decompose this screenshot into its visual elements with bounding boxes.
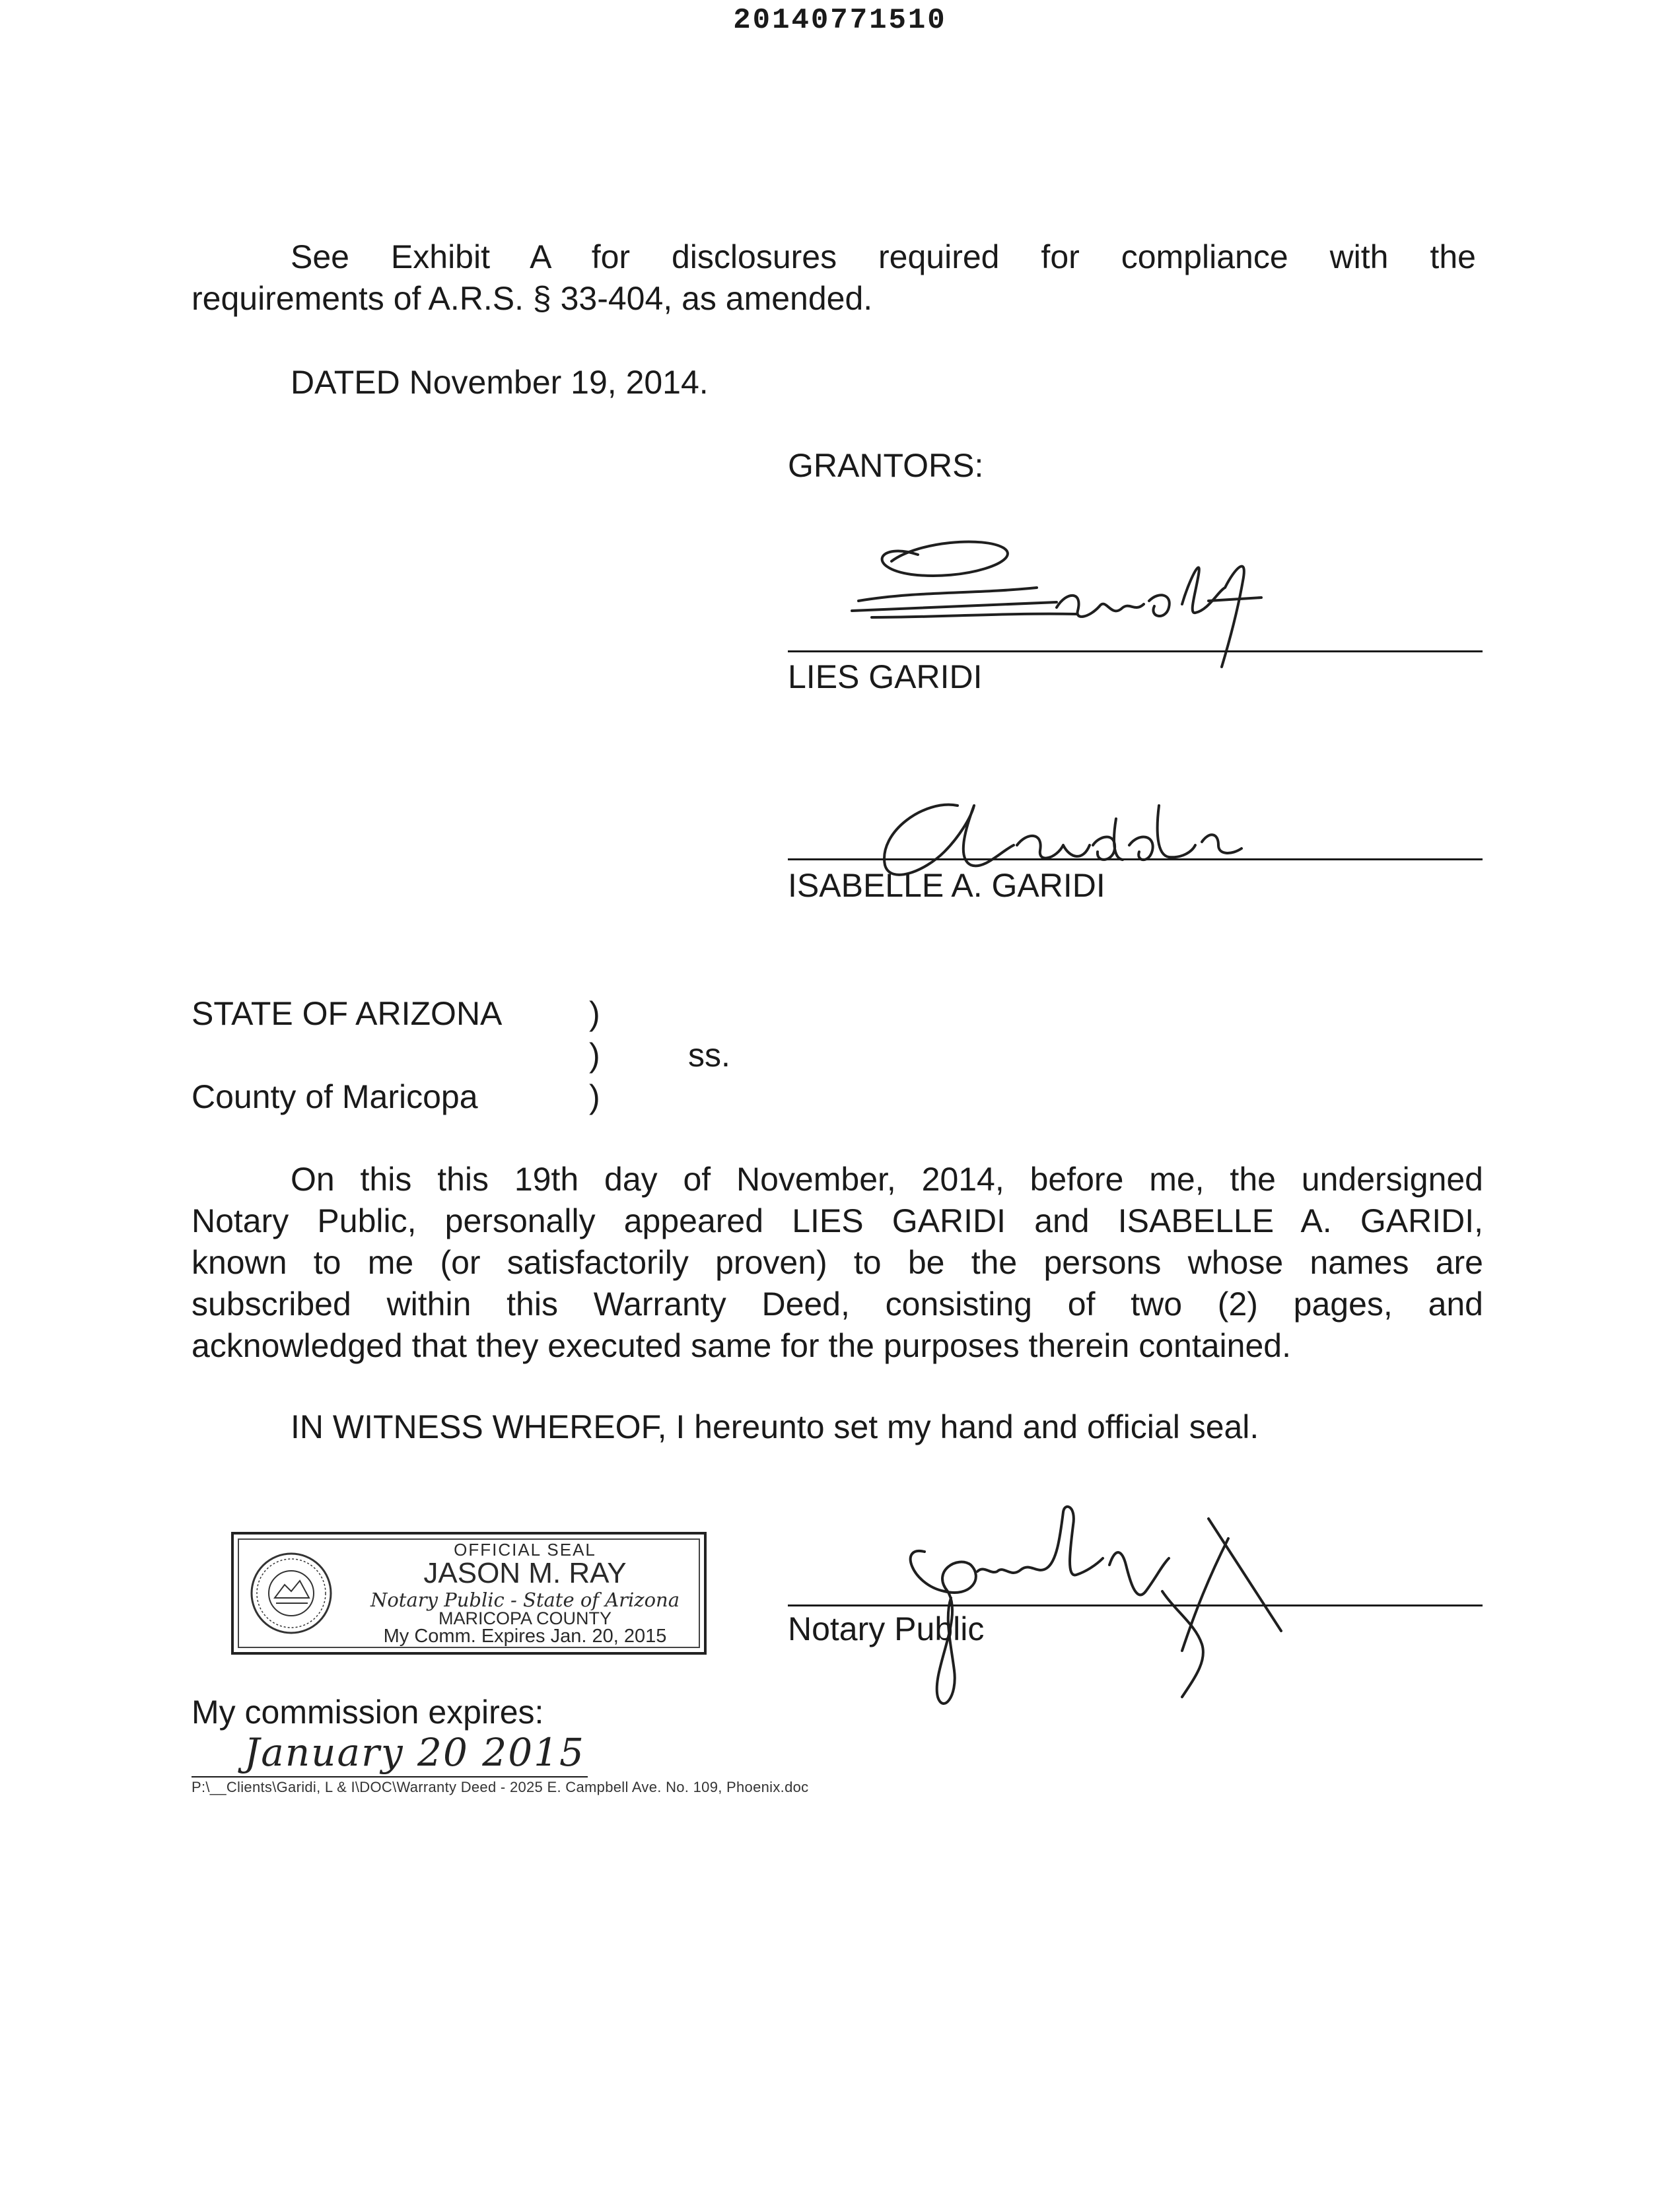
arizona-seal-icon: [248, 1550, 334, 1636]
commission-date-line: [192, 1776, 588, 1777]
commission-date-handwritten: January 20 2015: [244, 1730, 585, 1775]
seal-title: OFFICIAL SEAL: [454, 1540, 596, 1560]
exhibit-word: Exhibit: [390, 238, 490, 275]
recording-number: 20140771510: [733, 4, 947, 37]
seal-line-2: MARICOPA COUNTY: [438, 1608, 612, 1628]
grantor2-name: ISABELLE A. GARIDI: [788, 867, 1105, 904]
grantor1-name: LIES GARIDI: [788, 658, 983, 695]
commission-label: My commission expires:: [192, 1694, 544, 1731]
exhibit-word: the: [1430, 238, 1476, 275]
exhibit-word: for: [591, 238, 631, 275]
notary-label: Notary Public: [788, 1610, 985, 1647]
grantor2-signature-line: [788, 858, 1483, 860]
ack-line: Notary Public, personally appeared LIES GARIDI and ISABELLE A. GARIDI,: [192, 1202, 1483, 1239]
exhibit-paragraph: [192, 236, 1476, 320]
exhibit-word: required: [878, 238, 1000, 275]
notary-signature-line: [788, 1604, 1483, 1606]
ack-line: On this this 19th day of November, 2014, before me, the undersigned: [291, 1161, 1483, 1198]
ack-line: known to me (or satisfactorily proven) to be the persons whose names are: [192, 1244, 1483, 1281]
dated-line: DATED November 19, 2014.: [291, 364, 709, 401]
exhibit-line-1: [192, 236, 1476, 278]
venue-paren: ): [589, 1037, 600, 1074]
notary-signature: [885, 1499, 1294, 1717]
acknowledgment-paragraph: [192, 1159, 1483, 1367]
exhibit-word: compliance: [1121, 238, 1288, 275]
exhibit-word: with: [1329, 238, 1389, 275]
exhibit-word: disclosures: [671, 238, 837, 275]
venue-ss: ss.: [688, 1037, 730, 1074]
notary-seal-stamp: [231, 1532, 707, 1655]
venue-county: County of Maricopa: [192, 1078, 478, 1115]
seal-line-1: Notary Public - State of Arizona: [370, 1589, 680, 1611]
document-file-path: P:\__Clients\Garidi, L & I\DOC\Warranty Deed - 2025 E. Campbell Ave. No. 109, Phoenix.doc: [192, 1779, 809, 1795]
exhibit-word: A: [530, 238, 550, 275]
exhibit-word: See: [291, 238, 349, 275]
venue-paren: ): [589, 1078, 600, 1115]
venue-paren: ): [589, 995, 600, 1032]
exhibit-word: for: [1041, 238, 1080, 275]
grantor1-signature-line: [788, 650, 1483, 652]
venue-state: STATE OF ARIZONA: [192, 995, 503, 1032]
exhibit-line-2: requirements of A.R.S. § 33-404, as amended.: [192, 280, 873, 317]
ack-line-last: acknowledged that they executed same for the purposes therein contained.: [192, 1327, 1291, 1364]
seal-line-3: My Comm. Expires Jan. 20, 2015: [383, 1626, 667, 1647]
witness-clause: IN WITNESS WHEREOF, I hereunto set my hand and official seal.: [291, 1408, 1259, 1445]
ack-line: subscribed within this Warranty Deed, consisting of two (2) pages, and: [192, 1286, 1483, 1323]
seal-notary-name: JASON M. RAY: [423, 1557, 627, 1589]
grantors-heading: GRANTORS:: [788, 447, 984, 484]
